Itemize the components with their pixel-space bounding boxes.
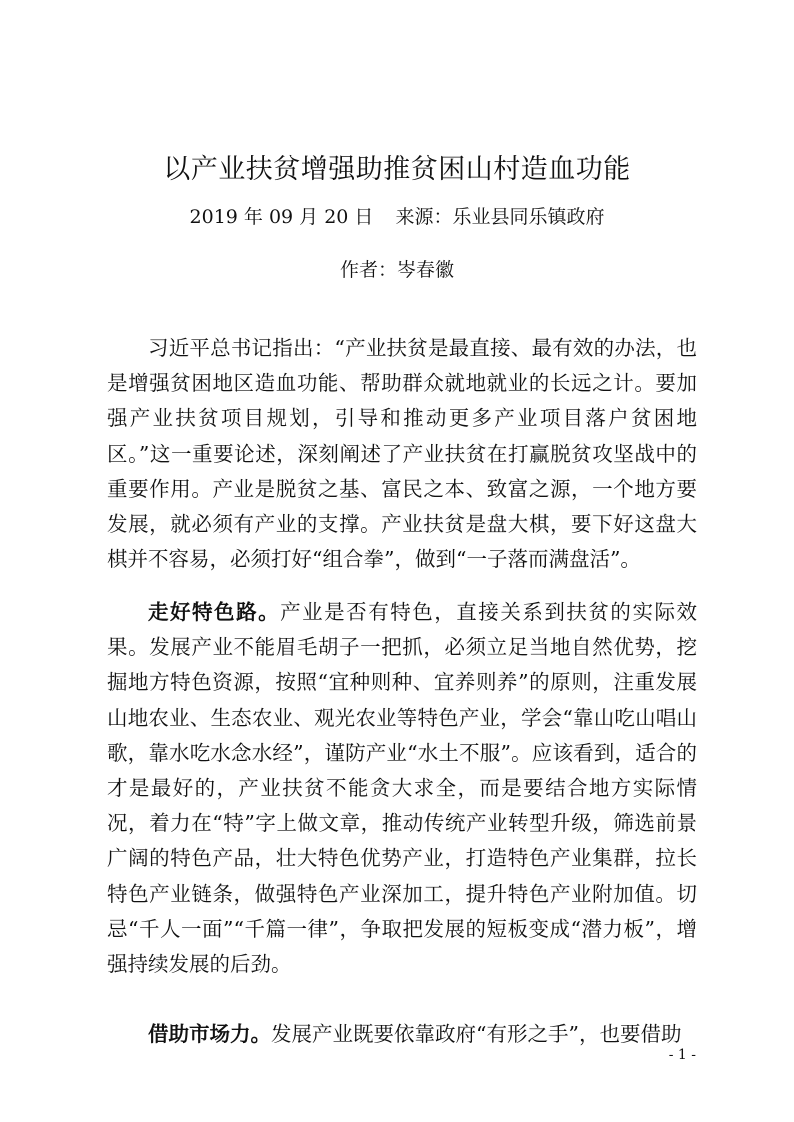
article-meta (0, 203, 794, 231)
paragraph-lead: 借助市场力。 (148, 1022, 271, 1046)
paragraph-text: 发展产业既要依靠政府“有形之手”，也要借助 (271, 1022, 682, 1046)
publish-date: 2019 年 09 月 20 日 (189, 206, 374, 228)
article-source: 来源：乐业县同乐镇政府 (395, 206, 605, 228)
body-paragraph-intro (107, 331, 697, 577)
paragraph-text: 产业是否有特色，直接关系到扶贫的实际效果。发展产业不能眉毛胡子一把抓，必须立足当地自然优势，挖掘地方特色资源，按照“宜种则种、宜养则养”的原则，注重发展山地农业、生态农业、观光农业等特色产业，学会“靠山吃山唱山歌，靠水吃水念水经”，谨防产业“水土不服”。应该看到，适合的才是最好的，产业扶贫不能贪大求全，而是要结合地方实际情况，着力在“特”字上做文章，推动传统产业转型升级，筛选前景广阔的特色产品，壮大特色优势产业，打造特色产业集群，拉长特色产业链条，做强特色产业深加工，提升特色产业附加值。切忌“千人一面”“千篇一律”，争取把发展的短板变成“潜力板”，增强持续发展的后劲。 (107, 600, 697, 977)
body-paragraph-market-force (107, 1017, 697, 1052)
paragraph-lead: 走好特色路。 (148, 600, 281, 624)
page-number: - 1 - (668, 1047, 696, 1063)
paragraph-text: 习近平总书记指出：“产业扶贫是最直接、最有效的办法，也是增强贫困地区造血功能、帮助群众就地就业的长远之计。要加强产业扶贫项目规划，引导和推动更多产业项目落户贫困地区。”这一重要论述，深刻阐述了产业扶贫在打赢脱贫攻坚战中的重要作用。产业是脱贫之基、富民之本、致富之源，一个地方要发展，就必须有产业的支撑。产业扶贫是盘大棋，要下好这盘大棋并不容易，必须打好“组合拳”，做到“一子落而满盘活”。 (107, 336, 697, 572)
article-title: 以产业扶贫增强助推贫困山村造血功能 (163, 154, 631, 185)
body-paragraph-feature-road (107, 595, 697, 982)
article-author: 作者：岑春徽 (339, 259, 454, 281)
